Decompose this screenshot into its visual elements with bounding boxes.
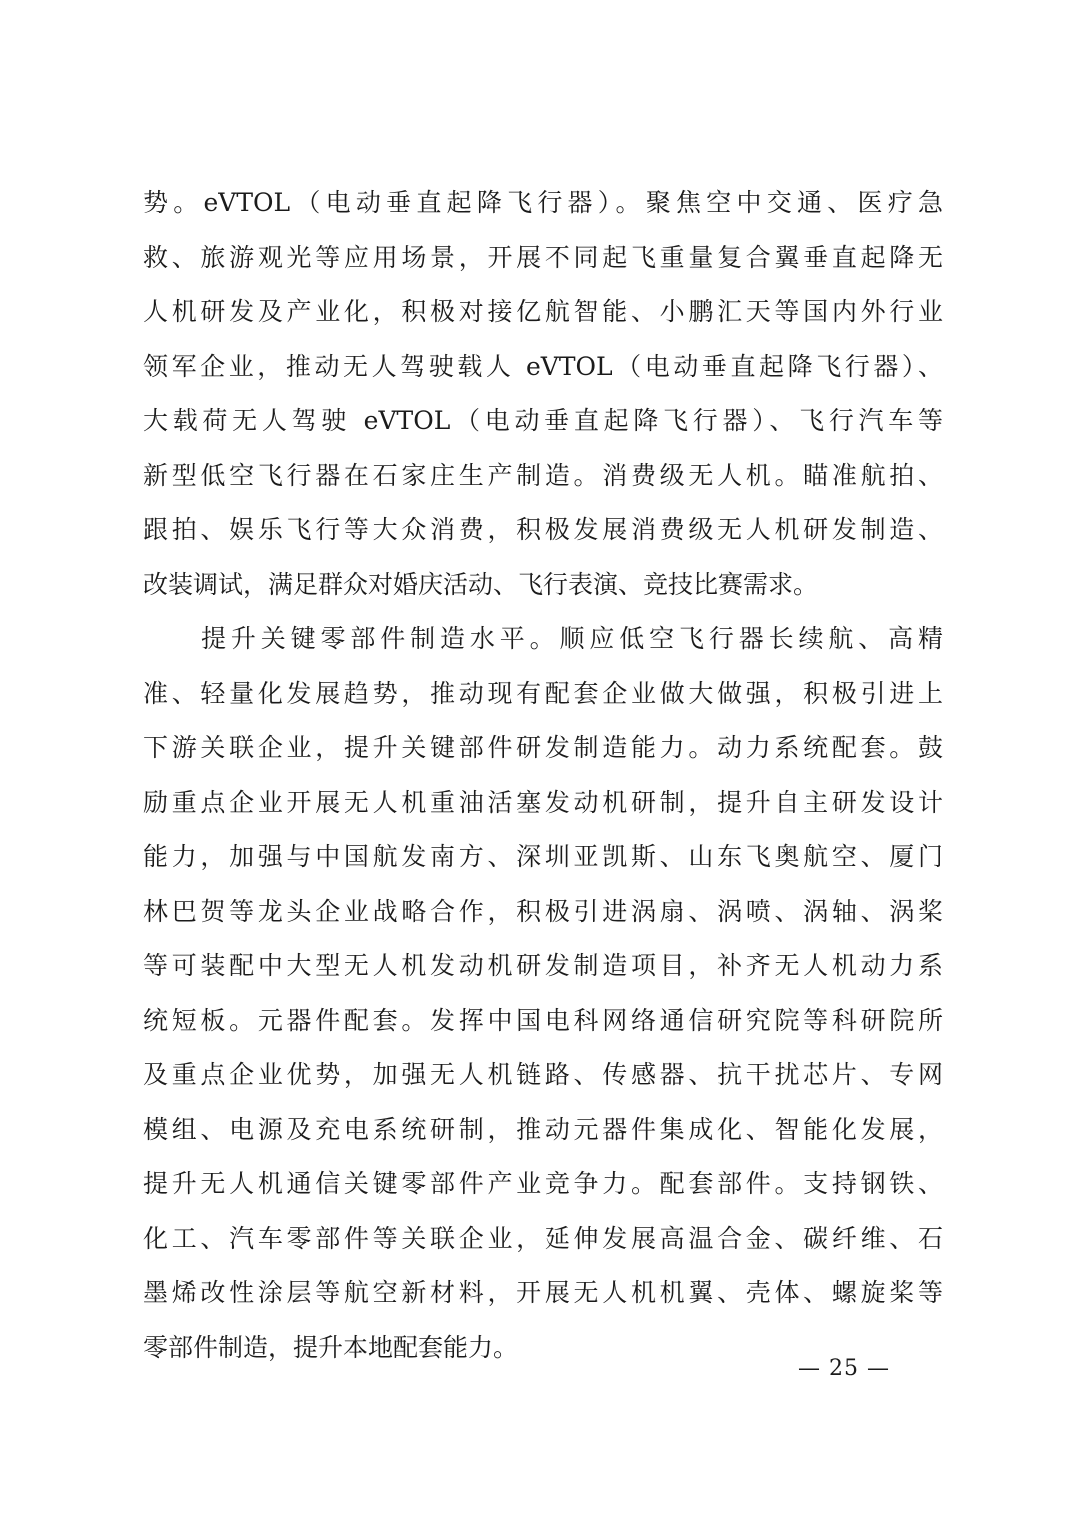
paragraph-end-line: 零部件制造，提升本地配套能力。	[143, 1332, 519, 1362]
body-text	[143, 176, 943, 1375]
text-line: 林巴贺等龙头企业战略合作，积极引进涡扇、涡喷、涡轴、涡桨	[143, 896, 943, 926]
page-number: — 25 —	[798, 1356, 890, 1381]
text-line: 下游关联企业，提升关键部件研发制造能力。动力系统配套。鼓	[143, 733, 943, 762]
paragraph-end-line: 改装调试，满足群众对婚庆活动、飞行表演、竞技比赛需求。	[143, 569, 819, 599]
text-line: 领军企业，推动无人驾驶载人 eVTOL（电动垂直起降飞行器）、	[143, 351, 943, 381]
paragraph-start-line: 提升关键零部件制造水平。顺应低空飞行器长续航、高精	[201, 624, 943, 653]
text-line: 统短板。元器件配套。发挥中国电科网络通信研究院等科研院所	[143, 1005, 943, 1035]
text-line: 及重点企业优势，加强无人机链路、传感器、抗干扰芯片、专网	[143, 1060, 943, 1089]
text-line: 墨烯改性涂层等航空新材料，开展无人机机翼、壳体、螺旋桨等	[143, 1278, 943, 1307]
text-line: 化工、汽车零部件等关联企业，延伸发展高温合金、碳纤维、石	[143, 1223, 943, 1253]
text-line: 大载荷无人驾驶 eVTOL（电动垂直起降飞行器）、飞行汽车等	[143, 406, 943, 435]
text-line: 准、轻量化发展趋势，推动现有配套企业做大做强，积极引进上	[143, 678, 943, 708]
text-line: 救、旅游观光等应用场景，开展不同起飞重量复合翼垂直起降无	[143, 242, 943, 272]
text-line: 提升无人机通信关键零部件产业竞争力。配套部件。支持钢铁、	[143, 1169, 943, 1198]
text-line: 新型低空飞行器在石家庄生产制造。消费级无人机。瞄准航拍、	[143, 460, 943, 490]
text-line: 等可装配中大型无人机发动机研发制造项目，补齐无人机动力系	[143, 951, 943, 980]
text-line: 能力，加强与中国航发南方、深圳亚凯斯、山东飞奥航空、厦门	[143, 842, 943, 871]
text-line: 模组、电源及充电系统研制，推动元器件集成化、智能化发展，	[143, 1114, 943, 1144]
text-line: 人机研发及产业化，积极对接亿航智能、小鹏汇天等国内外行业	[143, 297, 943, 326]
text-line: 励重点企业开展无人机重油活塞发动机研制，提升自主研发设计	[143, 787, 943, 817]
text-line: 势。eVTOL（电动垂直起降飞行器）。聚焦空中交通、医疗急	[143, 188, 943, 217]
text-line: 跟拍、娱乐飞行等大众消费，积极发展消费级无人机研发制造、	[143, 515, 943, 544]
